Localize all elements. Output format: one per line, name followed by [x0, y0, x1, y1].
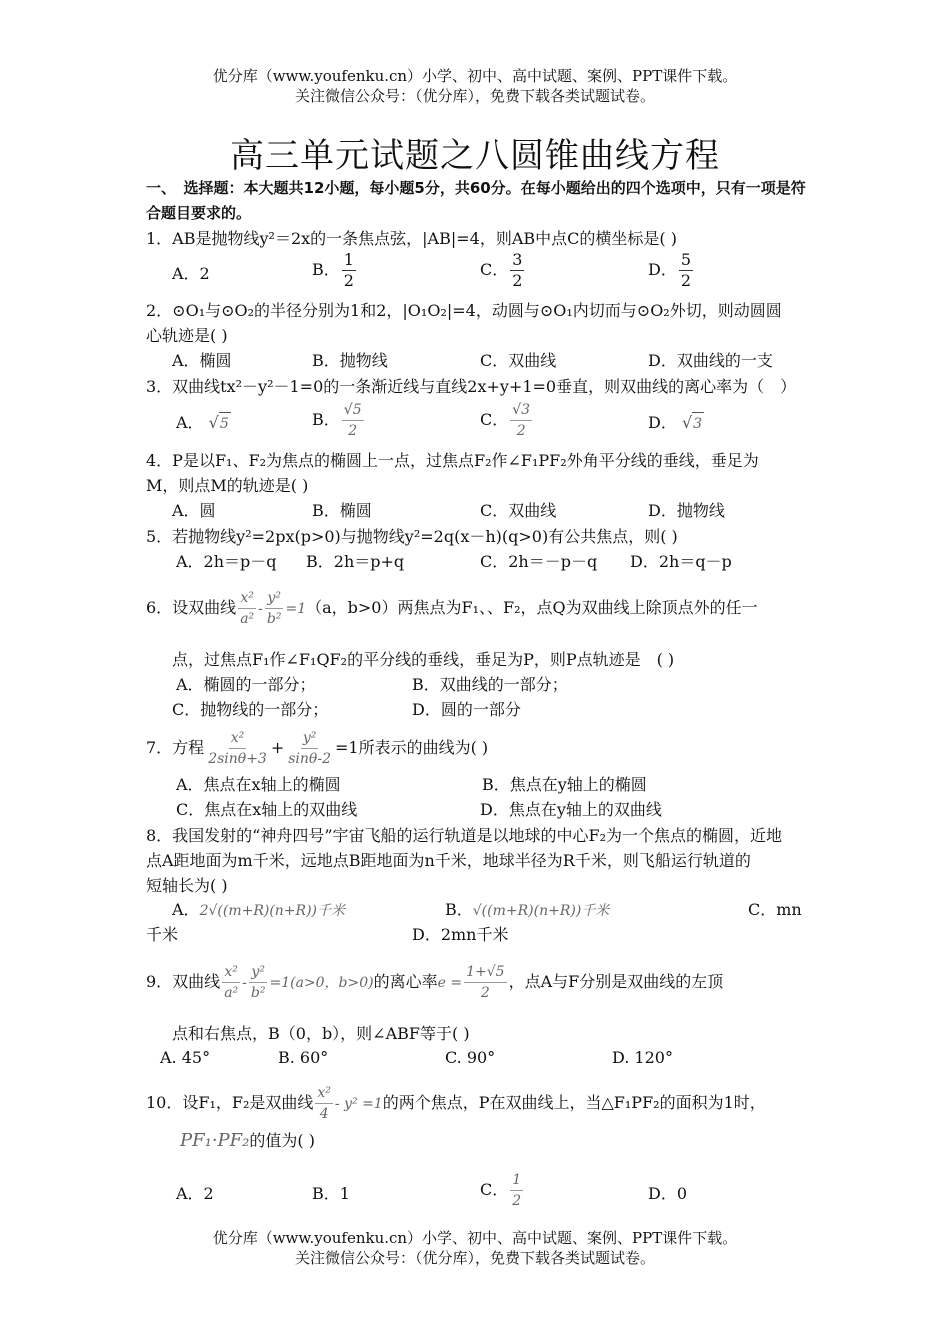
q7-option-d: D．焦点在y轴上的双曲线 [480, 800, 662, 819]
q9-stem-line-1: 9．双曲线 $\frac{\text{x²}}{\text{a²}}$ - $\frac{\text{y²}}{\text{b²}}$ =1(a>0，b>0)的离心率e = $\frac{1+√5}{2}$ ，点A与F分别是双曲线的左顶 [146, 964, 724, 1001]
q6-option-a: A．椭圆的一部分； [176, 675, 316, 694]
q4-stem-line-2: M，则点M的轨迹是( ) [146, 476, 309, 495]
q5-option-c: C．2h＝－p－q [480, 552, 598, 571]
q2-option-b: B．抛物线 [312, 351, 388, 370]
footer-line-1: 优分库（www.youfenku.cn）小学、初中、高中试题、案例、PPT课件下载。 [212, 1229, 738, 1247]
q4-option-b: B．椭圆 [312, 501, 372, 520]
q1-option-b: B． $\frac{1}{2}$ [312, 250, 354, 290]
q7-stem: 7．方程 $\frac{\text{x²}}{2\sin\theta+3}$ + $\frac{\text{y²}}{\sin\theta-2}$ =1所表示的曲线为( ) [146, 730, 489, 767]
q7-option-c: C．焦点在x轴上的双曲线 [176, 800, 358, 819]
q9-option-a: A. 45° [160, 1048, 211, 1067]
q8-option-c-unit: 千米 [146, 925, 179, 944]
q4-stem-line-1: 4．P是以F₁、F₂为焦点的椭圆上一点，过焦点F₂作∠F₁PF₂外角平分线的垂线，垂足为 [146, 451, 759, 470]
q4-option-c: C．双曲线 [480, 501, 557, 520]
q3-option-b: B． $\frac{√5}{2}$ [312, 402, 362, 439]
q9-option-d: D. 120° [612, 1048, 673, 1067]
q10-option-d: D．0 [648, 1184, 688, 1203]
q8-stem-line-3: 短轴长为( ) [146, 876, 228, 895]
q8-stem-line-1: 8．我国发射的“神舟四号”宇宙飞船的运行轨道是以地球的中心F₂为一个焦点的椭圆，近地 [146, 826, 783, 845]
q8-stem-line-2: 点A距地面为m千米，远地点B距地面为n千米，地球半径为R千米，则飞船运行轨道的 [146, 851, 751, 870]
header-line-2: 关注微信公众号：（优分库），免费下载各类试题试卷。 [294, 87, 655, 105]
q10-option-a: A．2 [176, 1184, 214, 1203]
q8-option-a: A．2√((m+R)(n+R))千米 [172, 900, 345, 919]
q6-option-c: C．抛物线的一部分； [172, 700, 329, 719]
q3-option-c: C． $\frac{√3}{2}$ [480, 402, 531, 439]
q9-option-b: B. 60° [278, 1048, 329, 1067]
q3-option-d: D． √3 [648, 412, 704, 435]
q2-stem-line-1: 2．⊙O₁与⊙O₂的半径分别为1和2，|O₁O₂|=4，动圆与⊙O₁内切而与⊙O₂外切，则动圆圆 [146, 301, 782, 320]
q1-option-d: D． $\frac{5}{2}$ [648, 250, 692, 290]
q3-option-a: A． √5 [176, 412, 231, 435]
q8-option-b: B．√((m+R)(n+R))千米 [445, 900, 610, 919]
q6-option-d: D．圆的一部分 [412, 700, 521, 719]
q2-option-c: C．双曲线 [480, 351, 557, 370]
q4-option-d: D．抛物线 [648, 501, 725, 520]
footer-line-2: 关注微信公众号：（优分库），免费下载各类试题试卷。 [294, 1249, 655, 1267]
q8-option-d: D．2mn千米 [412, 925, 509, 944]
q5-option-d: D．2h＝q－p [630, 552, 732, 571]
q2-stem-line-2: 心轨迹是( ) [146, 326, 228, 345]
q10-stem-line-2: PF₁·PF₂的值为( ) [180, 1130, 315, 1151]
q6-stem-line-1: 6．设双曲线 $\frac{\text{x²}}{\text{a²}}$ - $\frac{\text{y²}}{\text{b²}}$ =1（a，b>0）两焦点为F₁、、F₂，点Q为双曲线上除顶点外的任一 [146, 590, 758, 627]
q5-option-b: B．2h＝p+q [306, 552, 405, 571]
q7-option-b: B．焦点在y轴上的椭圆 [482, 775, 647, 794]
q2-option-a: A．椭圆 [172, 351, 232, 370]
q7-option-a: A．焦点在x轴上的椭圆 [176, 775, 341, 794]
q5-stem: 5．若抛物线y²=2px(p>0)与抛物线y²=2q(x－h)(q>0)有公共焦点，则( ) [146, 527, 678, 546]
q9-stem-line-2: 点和右焦点，B（0，b），则∠ABF等于( ) [172, 1024, 470, 1043]
q1-option-a: A．2 [172, 264, 210, 283]
q10-stem-line-1: 10．设F₁，F₂是双曲线 $\frac{\text{x²}}{4}$ - y² =1的两个焦点，P在双曲线上，当△F₁PF₂的面积为1时， [146, 1085, 766, 1122]
q5-option-a: A．2h＝p－q [176, 552, 277, 571]
q10-option-b: B．1 [312, 1184, 350, 1203]
q3-stem: 3．双曲线tx²－y²－1=0的一条渐近线与直线2x+y+1=0垂直，则双曲线的离心率为（ ） [146, 377, 797, 396]
q1-stem: 1．AB是抛物线y²＝2x的一条焦点弦，|AB|=4，则AB中点C的横坐标是( ) [146, 229, 677, 248]
q10-option-c: C． $\frac{1}{2}$ [480, 1172, 522, 1209]
q2-option-d: D．双曲线的一支 [648, 351, 773, 370]
page-title: 高三单元试题之八圆锥曲线方程 [230, 136, 720, 176]
q4-option-a: A．圆 [172, 501, 216, 520]
q6-option-b: B．双曲线的一部分； [412, 675, 568, 694]
q1-option-c: C． $\frac{3}{2}$ [480, 250, 523, 290]
q9-option-c: C. 90° [445, 1048, 496, 1067]
q6-stem-line-2: 点，过焦点F₁作∠F₁QF₂的平分线的垂线，垂足为P，则P点轨迹是 ( ) [172, 650, 675, 669]
header-line-1: 优分库（www.youfenku.cn）小学、初中、高中试题、案例、PPT课件下载。 [212, 67, 738, 85]
q8-option-c: C．mn [748, 900, 802, 919]
section-heading: 一、 选择题：本大题共12小题，每小题5分，共60分。在每小题给出的四个选项中，只有一项是符合题目要求的。 [146, 179, 806, 222]
